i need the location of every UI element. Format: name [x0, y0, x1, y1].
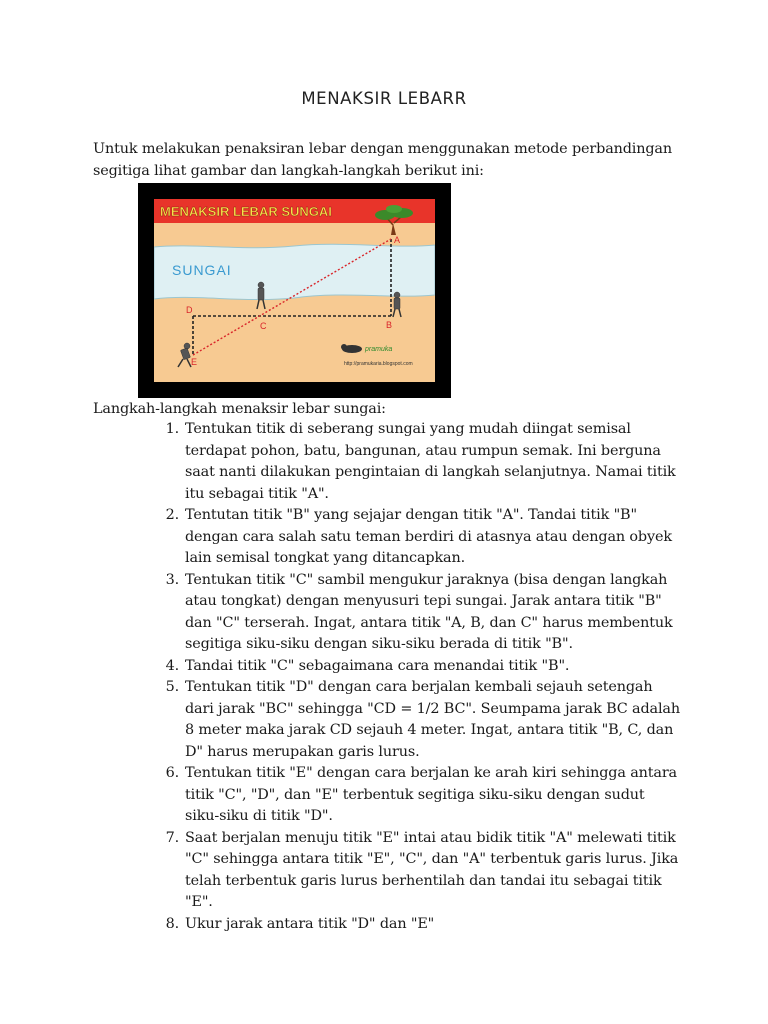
step-number: 1.: [165, 421, 179, 437]
step-number: 4.: [165, 657, 179, 674]
step-text: Saat berjalan menuju titik "E" intai atau bidik titik "A" melewati titik "C" sehingga antara titik "E", "C", dan "A" terbentuk garis lurus. Jika telah terbentuk garis lurus berhentilah dan tandai itu sebagai titik "E".: [185, 829, 679, 910]
point-c-label: C: [260, 321, 267, 331]
point-e-label: E: [191, 357, 198, 367]
step-number: 8.: [165, 915, 179, 932]
list-item: [155, 419, 680, 505]
point-d-label: D: [186, 305, 193, 315]
step-text: Tentukan titik "E" dengan cara berjalan ke arah kiri sehingga antara titik "C", "D", dan "E" terbentuk segitiga siku-siku dengan sudut siku-siku di titik "D".: [185, 765, 677, 824]
river-label: SUNGAI: [172, 262, 232, 278]
step-number: 2.: [165, 507, 179, 523]
step-text: Ukur jarak antara titik "D" dan "E": [185, 915, 435, 932]
river-diagram: [154, 199, 435, 382]
list-item: [155, 677, 680, 763]
step-text: Tentutan titik "B" yang sejajar dengan titik "A". Tandai titik "B" dengan cara salah satu teman berdiri di atasnya atau dengan obyek lain semisal tongkat yang ditancapkan.: [185, 507, 672, 566]
logo-text: pramuka: [365, 346, 393, 353]
river-width-figure: [138, 183, 451, 398]
source-url: http://pramukaria.blogspot.com: [344, 361, 413, 367]
step-number: 3.: [165, 571, 179, 588]
steps-heading: Langkah-langkah menaksir lebar sungai:: [93, 401, 386, 417]
list-item: [155, 570, 680, 656]
steps-list: [155, 419, 680, 935]
page-title: MENAKSIR LEBARR: [301, 89, 467, 108]
point-a-label: A: [394, 235, 401, 245]
list-item: [155, 505, 680, 570]
step-number: 5.: [165, 679, 179, 695]
step-number: 7.: [165, 829, 179, 846]
step-text: Tandai titik "C" sebagaimana cara menandai titik "B".: [185, 657, 570, 674]
step-text: Tentukan titik "D" dengan cara berjalan kembali sejauh setengah dari jarak "BC" sehingga "CD = 1/2 BC". Seumpama jarak BC adalah 8 meter maka jarak CD sejauh 4 meter. Ingat, antara titik "B, C, dan D" harus merupakan garis lurus.: [185, 679, 680, 760]
step-text: Tentukan titik di seberang sungai yang mudah diingat semisal terdapat pohon, batu, bangunan, atau rumpun semak. Ini berguna saat nanti dilakukan pengintaian di langkah selanjutnya. Namai titik itu sebagai titik "A".: [185, 421, 676, 502]
list-item: [155, 763, 680, 828]
intro-paragraph: Untuk melakukan penaksiran lebar dengan menggunakan metode perbandingan segitiga lihat gambar dan langkah-langkah berikut ini:: [93, 141, 672, 179]
list-item: [155, 828, 680, 914]
point-b-label: B: [386, 320, 393, 330]
list-item: [155, 656, 680, 678]
step-text: Tentukan titik "C" sambil mengukur jaraknya (bisa dengan langkah atau tongkat) dengan menyusuri tepi sungai. Jarak antara titik "B" dan "C" terserah. Ingat, antara titik "A, B, dan C" harus membentuk segitiga siku-siku dengan siku-siku berada di titik "B".: [185, 571, 673, 652]
banner-title: MENAKSIR LEBAR SUNGAI: [160, 204, 332, 219]
list-item: [155, 914, 680, 936]
step-number: 6.: [165, 765, 179, 781]
